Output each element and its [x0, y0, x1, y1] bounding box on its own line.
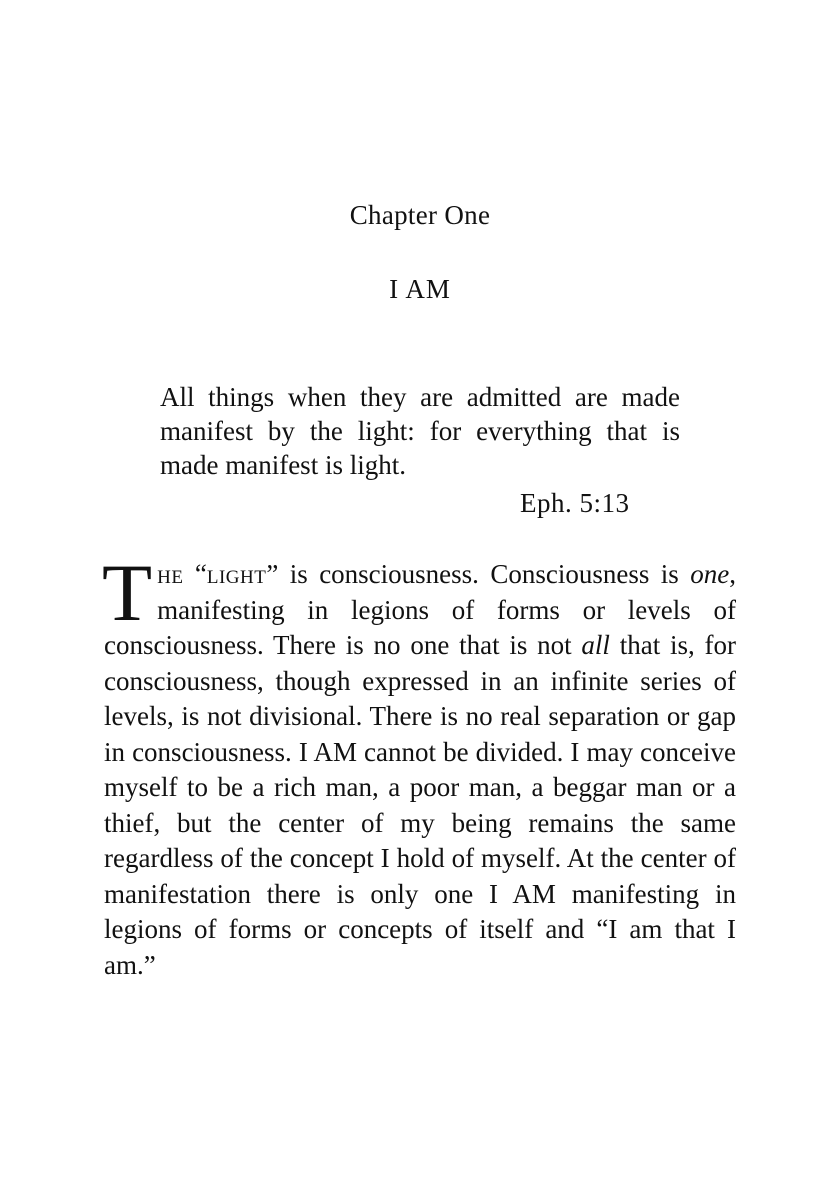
- drop-cap: T: [102, 547, 153, 638]
- body-segment-text: ” is consciousness. Consciousness is: [266, 559, 691, 589]
- body-segment-text: that is, for consciousness, though expressed in an infinite series of levels, is not divisional. There is no real separation or gap in consciousness. I AM cannot be divided. I may conceive myself to be a rich man, a poor man, a beggar man or a thief, but the center of my being remains the same regardless of the concept I hold of myself. At the center of manifestation there is only one I AM manifesting in legions of forms or concepts of itself and “I am that I am.”: [104, 630, 737, 980]
- body-segment-em: one: [690, 559, 730, 589]
- lead-small-caps: he: [157, 559, 184, 589]
- body-segment-em: all: [581, 630, 610, 660]
- body-segment-smallcaps: light: [206, 559, 267, 589]
- epigraph-source: Eph. 5:13: [520, 488, 630, 518]
- body-segments: [102, 547, 737, 980]
- body-segment-text: , manifesting in legions of forms or levels of consciousness. There is no one that is not: [104, 559, 736, 660]
- body-paragraph: [102, 547, 737, 983]
- epigraph: [160, 380, 680, 482]
- chapter-title: I AM: [389, 274, 451, 304]
- chapter-label: Chapter One: [349, 200, 491, 230]
- epigraph-text: All things when they are admitted are made manifest by the light: for everything that is made manifest is light.: [160, 382, 680, 480]
- body-segment-text: “: [183, 559, 207, 589]
